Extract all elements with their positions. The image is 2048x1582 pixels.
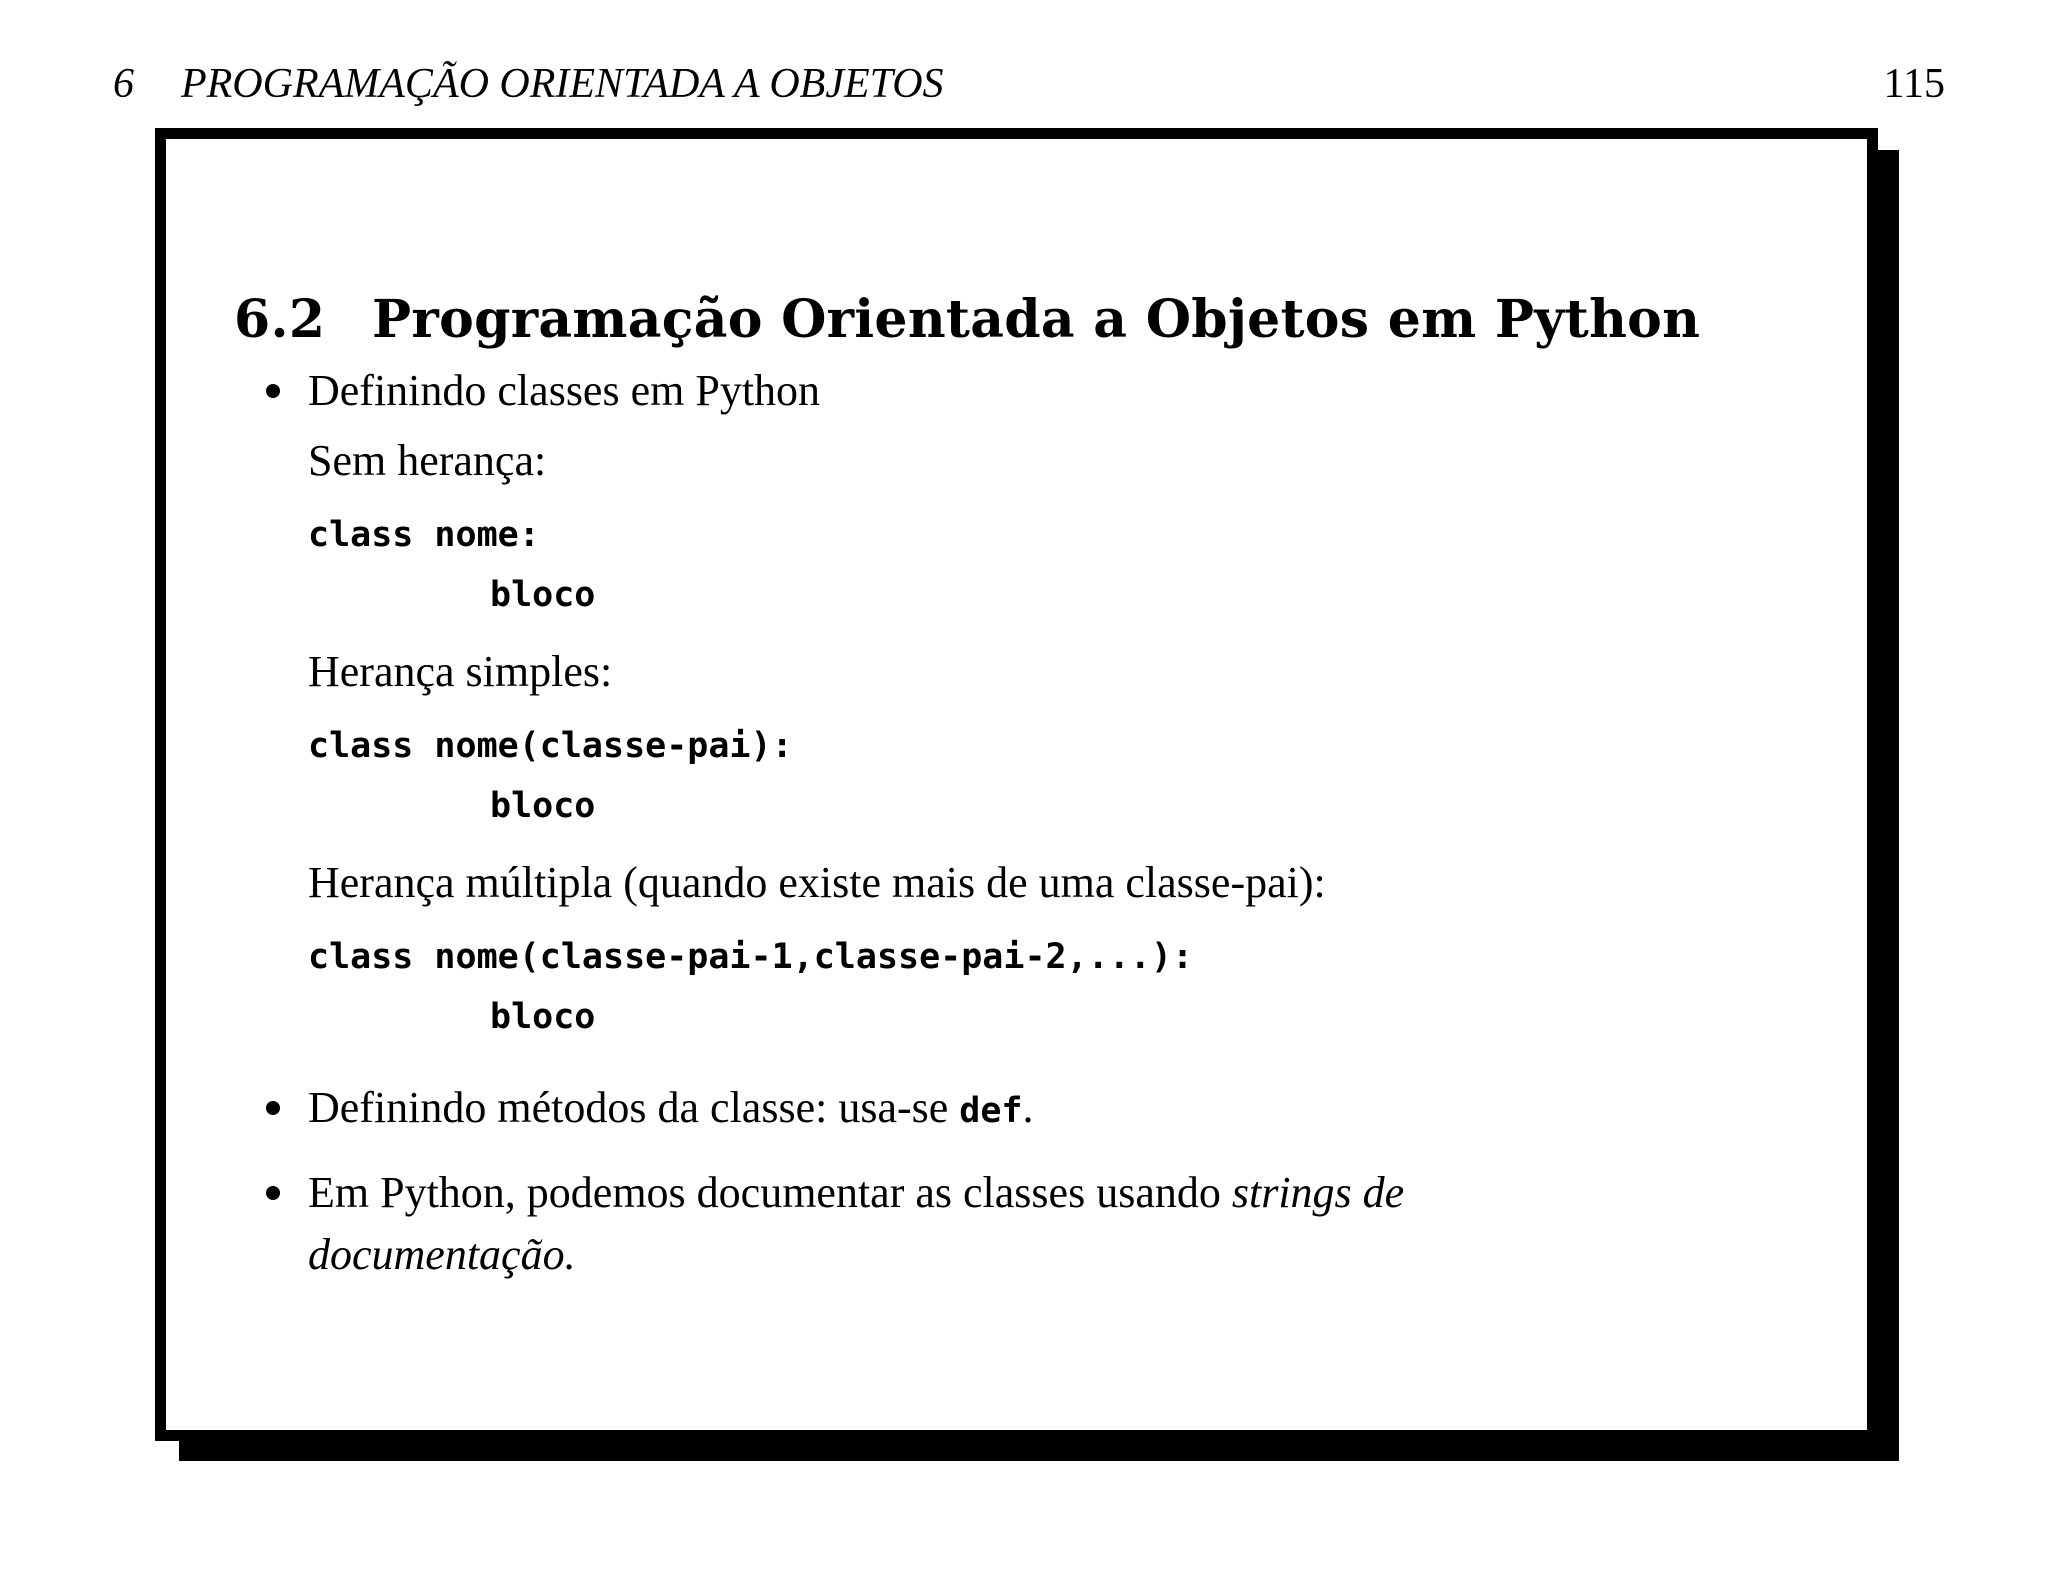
methods-period: .	[1022, 1083, 1034, 1132]
chapter-heading	[113, 58, 944, 110]
running-head	[113, 58, 1945, 110]
section-number: 6.2	[234, 289, 326, 350]
code-class-header: class nome:	[308, 515, 540, 555]
section-title: Programação Orientada a Objetos em Python	[372, 289, 1701, 350]
section-heading	[234, 288, 1700, 352]
code-class-header: class nome(classe-pai-1,classe-pai-2,...):	[308, 937, 1194, 977]
slide-content	[166, 139, 1867, 1430]
bullet-marker	[266, 1101, 280, 1115]
caption-no-inheritance: Sem herança:	[308, 436, 547, 485]
bullet-text-define-classes: Definindo classes em Python	[308, 366, 821, 415]
docstrings-text: Em Python, podemos documentar as classes usando	[308, 1168, 1232, 1217]
caption-single-inheritance: Herança simples:	[308, 647, 613, 696]
chapter-title: PROGRAMAÇÃO ORIENTADA A OBJETOS	[181, 61, 944, 107]
def-keyword: def	[959, 1091, 1023, 1131]
bullet-text-docstrings	[308, 1167, 1404, 1219]
caption-multiple-inheritance: Herança múltipla (quando existe mais de uma classe-pai):	[308, 858, 1326, 907]
code-block-body: bloco	[490, 575, 596, 615]
bullet-marker	[266, 384, 280, 398]
methods-text: Definindo métodos da classe: usa-se	[308, 1083, 960, 1132]
code-block-body: bloco	[490, 786, 596, 826]
slide-frame	[155, 128, 1878, 1441]
code-class-header: class nome(classe-pai):	[308, 726, 793, 766]
code-block-body: bloco	[490, 997, 596, 1037]
chapter-number: 6	[113, 61, 134, 107]
docstrings-emphasis: strings de	[1231, 1168, 1405, 1217]
docstrings-emphasis-continued: documentação.	[308, 1230, 576, 1279]
page-number: 115	[1883, 61, 1945, 107]
bullet-text-define-methods	[308, 1082, 1034, 1137]
bullet-marker	[266, 1186, 280, 1200]
